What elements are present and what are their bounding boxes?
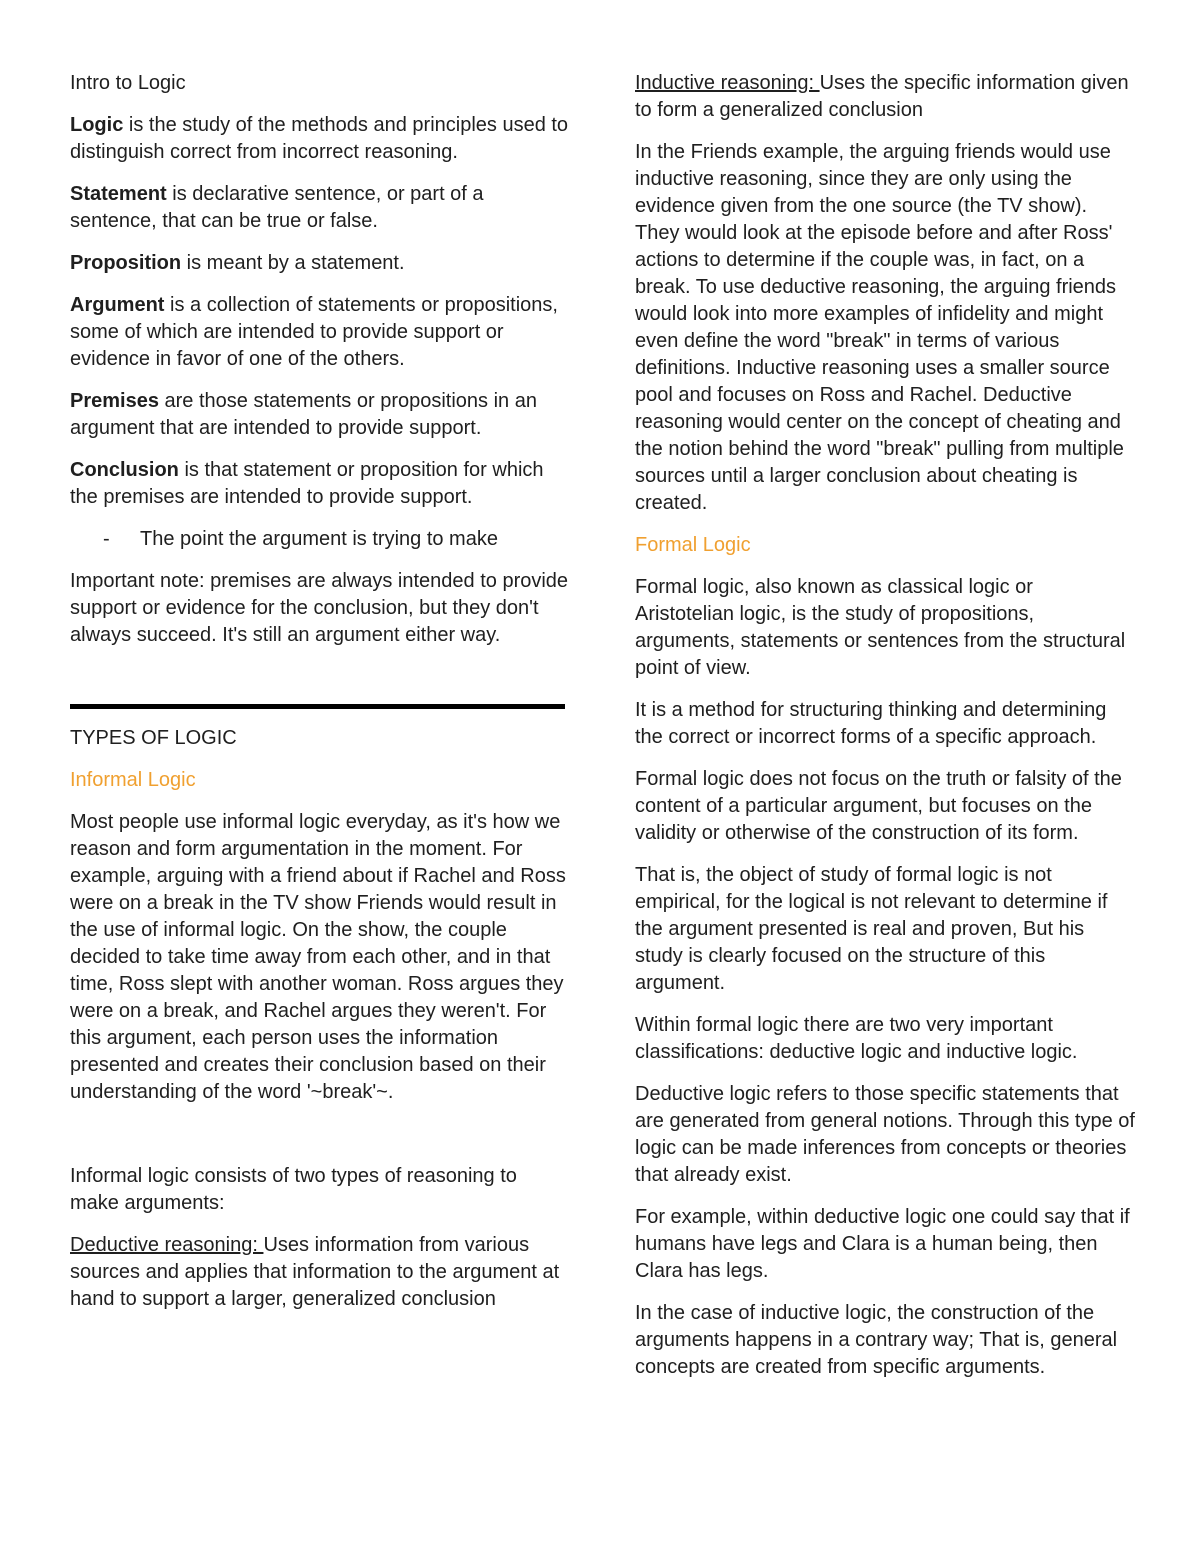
definition-term: Logic	[70, 114, 124, 136]
definition-conclusion	[70, 457, 570, 511]
deductive-text: Uses information from various sources and applies that information to the argument at hand to support a larger, generalized conclusion	[70, 1234, 560, 1310]
definition-text: is declarative sentence, or part of a sentence, that can be true or false.	[70, 183, 484, 232]
section-divider	[70, 704, 565, 709]
formal-paragraph: Within formal logic there are two very important classifications: deductive logic and inductive logic.	[635, 1014, 1078, 1063]
definition-premises	[70, 388, 570, 442]
formal-paragraph: In the case of inductive logic, the construction of the arguments happens in a contrary way; That is, general concepts are created from specific arguments.	[635, 1302, 1118, 1378]
definition-text: is the study of the methods and principles used to distinguish correct from incorrect reasoning.	[70, 114, 569, 163]
definition-logic	[70, 112, 570, 166]
formal-paragraph: Formal logic does not focus on the truth or falsity of the content of a particular argument, but focuses on the validity or otherwise of the construction of its form.	[635, 768, 1122, 844]
definition-term: Proposition	[70, 252, 182, 274]
definition-term: Statement	[70, 183, 167, 205]
important-note: Important note: premises are always intended to provide support or evidence for the conclusion, but they don't always succeed. It's still an argument either way.	[70, 570, 569, 646]
bullet-mark: -	[103, 528, 110, 550]
definition-text: are those statements or propositions in an argument that are intended to provide support.	[70, 390, 537, 439]
spacer	[70, 1121, 570, 1163]
bullet-item	[70, 526, 570, 553]
formal-paragraph: Formal logic, also known as classical logic or Aristotelian logic, is the study of propositions, arguments, statements or sentences from the structural point of view.	[635, 576, 1126, 679]
definition-term: Argument	[70, 294, 165, 316]
formal-paragraph: It is a method for structuring thinking and determining the correct or incorrect forms of a specific approach.	[635, 699, 1107, 748]
page-title: Intro to Logic	[70, 72, 186, 94]
deductive-label: Deductive reasoning:	[70, 1234, 264, 1256]
types-heading: TYPES OF LOGIC	[70, 727, 237, 749]
two-types-paragraph: Informal logic consists of two types of reasoning to make arguments:	[70, 1165, 517, 1214]
definition-term: Premises	[70, 390, 159, 412]
formal-paragraph: For example, within deductive logic one could say that if humans have legs and Clara is a human being, then Clara has legs.	[635, 1206, 1130, 1282]
definition-proposition	[70, 250, 570, 277]
right-column	[635, 70, 1135, 1396]
deductive-reasoning-paragraph	[70, 1232, 570, 1313]
definition-term: Conclusion	[70, 459, 179, 481]
inductive-label: Inductive reasoning:	[635, 72, 820, 94]
formal-paragraph: That is, the object of study of formal logic is not empirical, for the logical is not relevant to determine if the argument presented is real and proven, But his study is clearly focused on the structure of this argument.	[635, 864, 1108, 994]
definition-statement	[70, 181, 570, 235]
formal-paragraph: Deductive logic refers to those specific statements that are generated from general notions. Through this type of logic can be made inferences from concepts or theories that already exist.	[635, 1083, 1135, 1186]
inductive-text: Uses the specific information given to form a generalized conclusion	[635, 72, 1129, 121]
formal-logic-heading: Formal Logic	[635, 534, 751, 556]
informal-logic-heading: Informal Logic	[70, 769, 196, 791]
definition-text: is that statement or proposition for which the premises are intended to provide support.	[70, 459, 544, 508]
definition-text: is meant by a statement.	[181, 252, 405, 274]
left-column	[70, 70, 570, 1328]
inductive-reasoning-paragraph	[635, 70, 1135, 124]
informal-logic-paragraph: Most people use informal logic everyday, as it's how we reason and form argumentation in the moment. For example, arguing with a friend about if Rachel and Ross were on a break in the TV show Friends would result in the use of informal logic. On the show, the couple decided to take time away from each other, and in that time, Ross slept with another woman. Ross argues they were on a break, and Rachel argues they weren't. For this argument, each person uses the information presented and creates their conclusion based on their understanding of the word '~break'~.	[70, 811, 566, 1103]
definition-argument	[70, 292, 570, 373]
bullet-text: The point the argument is trying to make	[140, 528, 498, 550]
friends-example-paragraph: In the Friends example, the arguing friends would use inductive reasoning, since they are only using the evidence given from the one source (the TV show). They would look at the episode before and after Ross' actions to determine if the couple was, in fact, on a break. To use deductive reasoning, the arguing friends would look into more examples of infidelity and might even define the word "break" in terms of various definitions. Inductive reasoning uses a smaller source pool and focuses on Ross and Rachel. Deductive reasoning would center on the concept of cheating and the notion behind the word "break" pulling from multiple sources until a larger conclusion about cheating is created.	[635, 141, 1124, 514]
definition-text: is a collection of statements or propositions, some of which are intended to provide support or evidence in favor of one of the others.	[70, 294, 558, 370]
